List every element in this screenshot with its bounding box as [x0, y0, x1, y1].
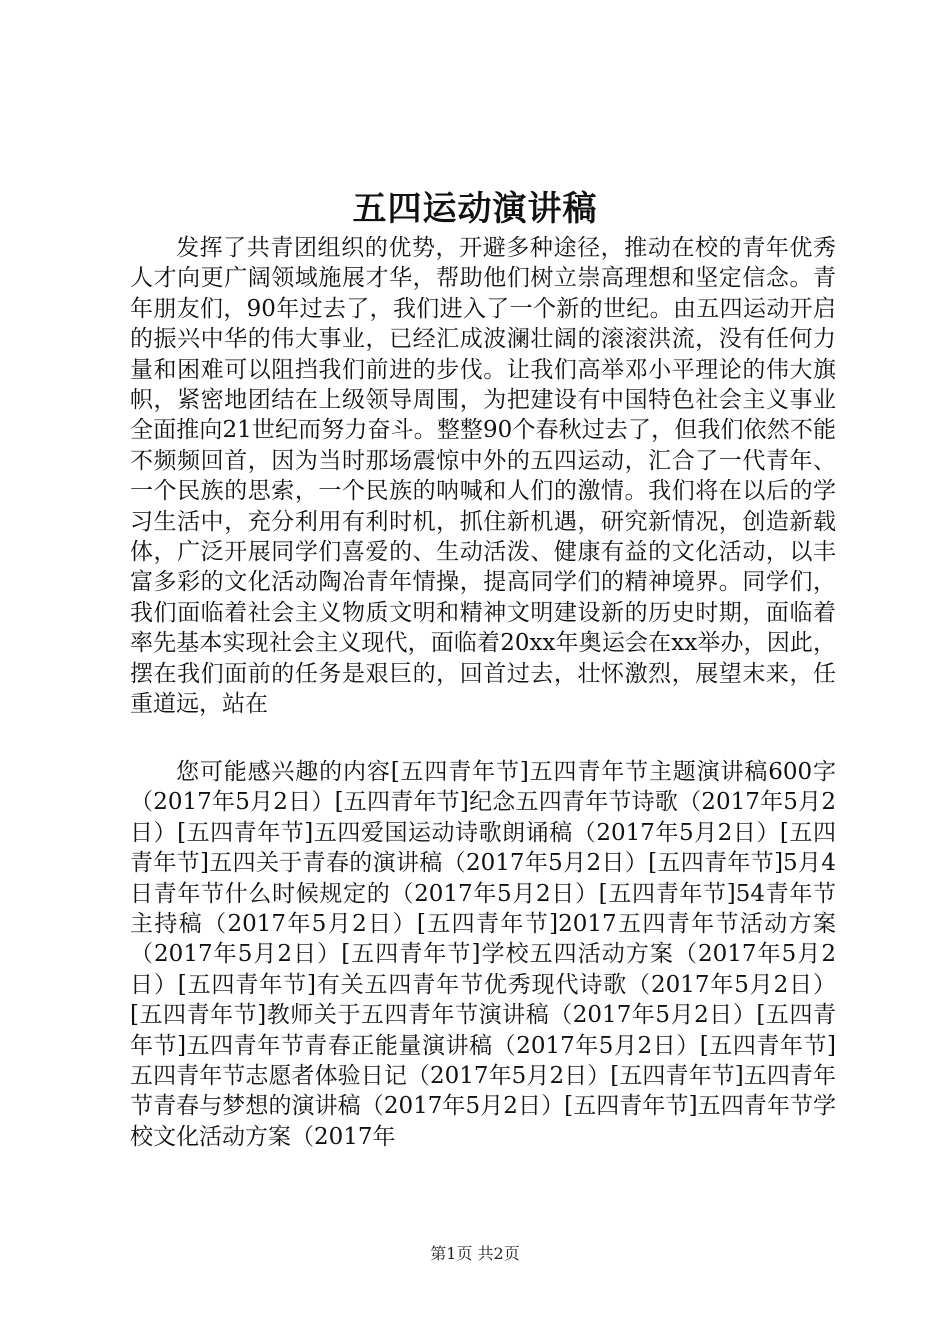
related-content-paragraph: 您可能感兴趣的内容[五四青年节]五四青年节主题演讲稿600字（2017年5月2日）[五四青年节]纪念五四青年节诗歌（2017年5月2日）[五四青年节]五四爱国运动诗歌朗诵稿（2017年5月2日）[五四青年节]五四关于青春的演讲稿（2017年5月2日）[五四青年节]5月4日青年节什么时候规定的（2017年5月2日）[五四青年节]54青年节主持稿（2017年5月2日）[五四青年节]2017五四青年节活动方案（2017年5月2日）[五四青年节]学校五四活动方案（2017年5月2日）[五四青年节]有关五四青年节优秀现代诗歌（2017年5月2日）[五四青年节]教师关于五四青年节演讲稿（2017年5月2日）[五四青年节]五四青年节青春正能量演讲稿（2017年5月2日）[五四青年节]五四青年节志愿者体验日记（2017年5月2日）[五四青年节]五四青年节青春与梦想的演讲稿（2017年5月2日）[五四青年节]五四青年节学校文化活动方案（2017年	[130, 759, 836, 1150]
body-paragraph: 发挥了共青团组织的优势，开避多种途径，推动在校的青年优秀人才向更广阔领域施展才华，帮助他们树立崇高理想和坚定信念。青年朋友们，90年过去了，我们进入了一个新的世纪。由五四运动开启的振兴中华的伟大事业，已经汇成波澜壮阔的滚滚洪流，没有任何力量和困难可以阻挡我们前进的步伐。让我们高举邓小平理论的伟大旗帜，紧密地团结在上级领导周围，为把建设有中国特色社会主义事业全面推向21世纪而努力奋斗。整整90个春秋过去了，但我们依然不能不频频回首，因为当时那场震惊中外的五四运动，汇合了一代青年、一个民族的思索，一个民族的呐喊和人们的激情。我们将在以后的学习生活中，充分利用有利时机，抓住新机遇，研究新情况，创造新载体，广泛开展同学们喜爱的、生动活泼、健康有益的文化活动，以丰富多彩的文化活动陶冶青年情操，提高同学们的精神境界。同学们，我们面临着社会主义物质文明和精神文明建设新的历史时期，面临着率先基本实现社会主义现代，面临着20xx年奥运会在xx举办，因此，摆在我们面前的任务是艰巨的，回首过去，壮怀激烈，展望末来，任重道远，站在	[130, 235, 836, 718]
page-footer: 第1页 共2页	[430, 1244, 520, 1263]
page-title: 五四运动演讲稿	[352, 189, 598, 229]
